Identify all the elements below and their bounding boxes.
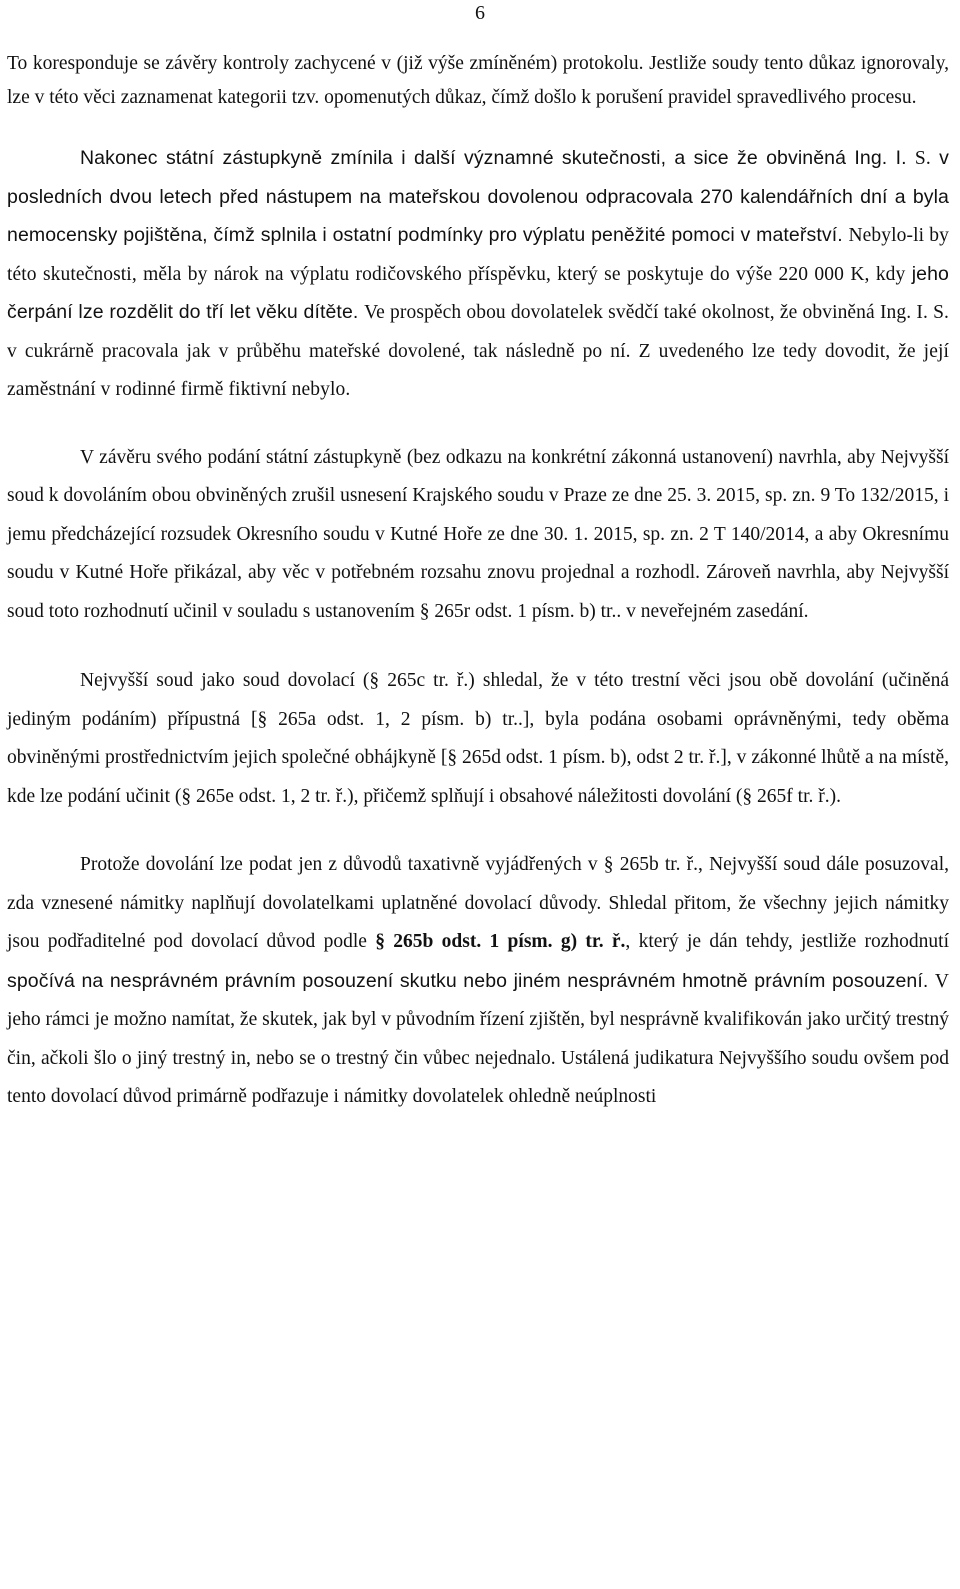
text-segment: Ve prospěch obou dovolatelek svědčí také okolnost, že obviněná Ing. I. S. v cukrárně pracovala jak v průběhu mateřské dovolené, tak následně po ní. — [7, 302, 950, 362]
text-segment: Protože dovolání lze podat jen z důvodů taxativně vyjádřených v § 265b tr. ř., Nejvyšší soud dále posuzoval, zda vznesené námitky naplňují dovolatelkami uplatněné dovolací důvody. Shledal přitom, že všechny jejich námitky jsou podřaditelné pod dovolací důvod podle — [7, 854, 949, 952]
text-segment: Nakonec státní zástupkyně zmínila i další významné skutečnosti, a sice že obviněná Ing. I. — [80, 147, 915, 169]
paragraph — [7, 846, 949, 1117]
text-segment: v posledních dvou letech před nástupem na mateřskou dovolenou odpracovala 270 kalendářních dní a byla nemocensky pojištěna, čímž splnila i ostatní podmínky pro výplatu peněžité pomoci v mateřství. — [7, 147, 949, 246]
text-segment: S. — [914, 148, 931, 169]
paragraph — [7, 139, 949, 409]
text-segment: V závěru svého podání státní zástupkyně (bez odkazu na konkrétní zákonná ustanovení) navrhla, aby Nejvyšší soud k dovoláním obou obviněných zrušil usnesení Krajského soudu v Praze ze dne 25. 3. 2015, sp. zn. 9 To 132/2015, i jemu předcházející rozsudek Okresního soudu v Kutné Hoře ze dne 30. 1. 2015, sp. zn. 2 T 140/2014, a aby Okresnímu soudu v Kutné Hoře přikázal, aby věc v potřebném rozsahu znovu projednal a rozhodl. Zároveň navrhla, aby Nejvyšší soud toto rozhodnutí učinil v souladu s ustanovením § 265r odst. 1 písm. b) tr.. v neveřejném zasedání. — [7, 446, 949, 622]
text-segment: To koresponduje se závěry kontroly zachycené v (již výše zmíněném) protokolu. Jestliže soudy tento důkaz ignorovaly, lze v této věci zaznamenat kategorii tzv. opomenutých důkaz, čímž došlo k porušení pravidel spravedlivého procesu. — [7, 53, 949, 108]
paragraph — [7, 662, 949, 816]
text-segment: Nejvyšší soud jako soud dovolací (§ 265c tr. ř.) shledal, že v této trestní věci jsou obě dovolání (učiněná jediným podáním) přípustná [§ 265a odst. 1, 2 písm. b) tr..], byla podána osobami oprávněnými, tedy oběma obviněnými prostřednictvím jejich společné obhájkyně [§ 265d odst. 1 písm. b), odst 2 tr. ř.], v zákonné lhůtě a na místě, kde lze podání učinit (§ 265e odst. 1, 2 tr. ř.), přičemž splňují i obsahové náležitosti dovolání (§ 265f tr. ř.). — [7, 670, 949, 807]
bold-statute-reference: § 265b odst. 1 písm. g) tr. ř. — [375, 931, 626, 952]
text-segment: V jeho rámci je možno namítat, že skutek, jak byl v původním řízení zjištěn, byl nesprávně kvalifikován jako určitý trestný čin, ačkoli šlo o jiný trestný in, nebo se o trestný čin vůbec nejednalo. Ustálená judikatura Nejvyššího soudu ovšem pod tento dovolací důvod primárně podřazuje i námitky dovolatelek ohledně neúplnosti — [7, 970, 949, 1107]
page-number: 6 — [475, 2, 485, 24]
text-segment: spočívá na nesprávném právním posouzení skutku nebo jiném nesprávném hmotně právním posouzení. — [7, 969, 935, 992]
text-segment: Z uvedeného lze tedy dovodit, že její zaměstnání v rodinné firmě fiktivní nebylo. — [7, 340, 949, 400]
paragraph — [7, 47, 949, 115]
text-segment: Nebylo-li by této skutečnosti, měla by nárok na výplatu rodičovského příspěvku, který se poskytuje do výše 220 000 K, kdy — [7, 225, 949, 285]
text-segment: jeho čerpání lze rozdělit do tří let věku dítěte. — [7, 262, 949, 323]
paragraph — [7, 439, 949, 632]
document-body — [7, 47, 949, 1117]
text-segment: , který je dán tehdy, jestliže rozhodnutí — [625, 931, 950, 952]
